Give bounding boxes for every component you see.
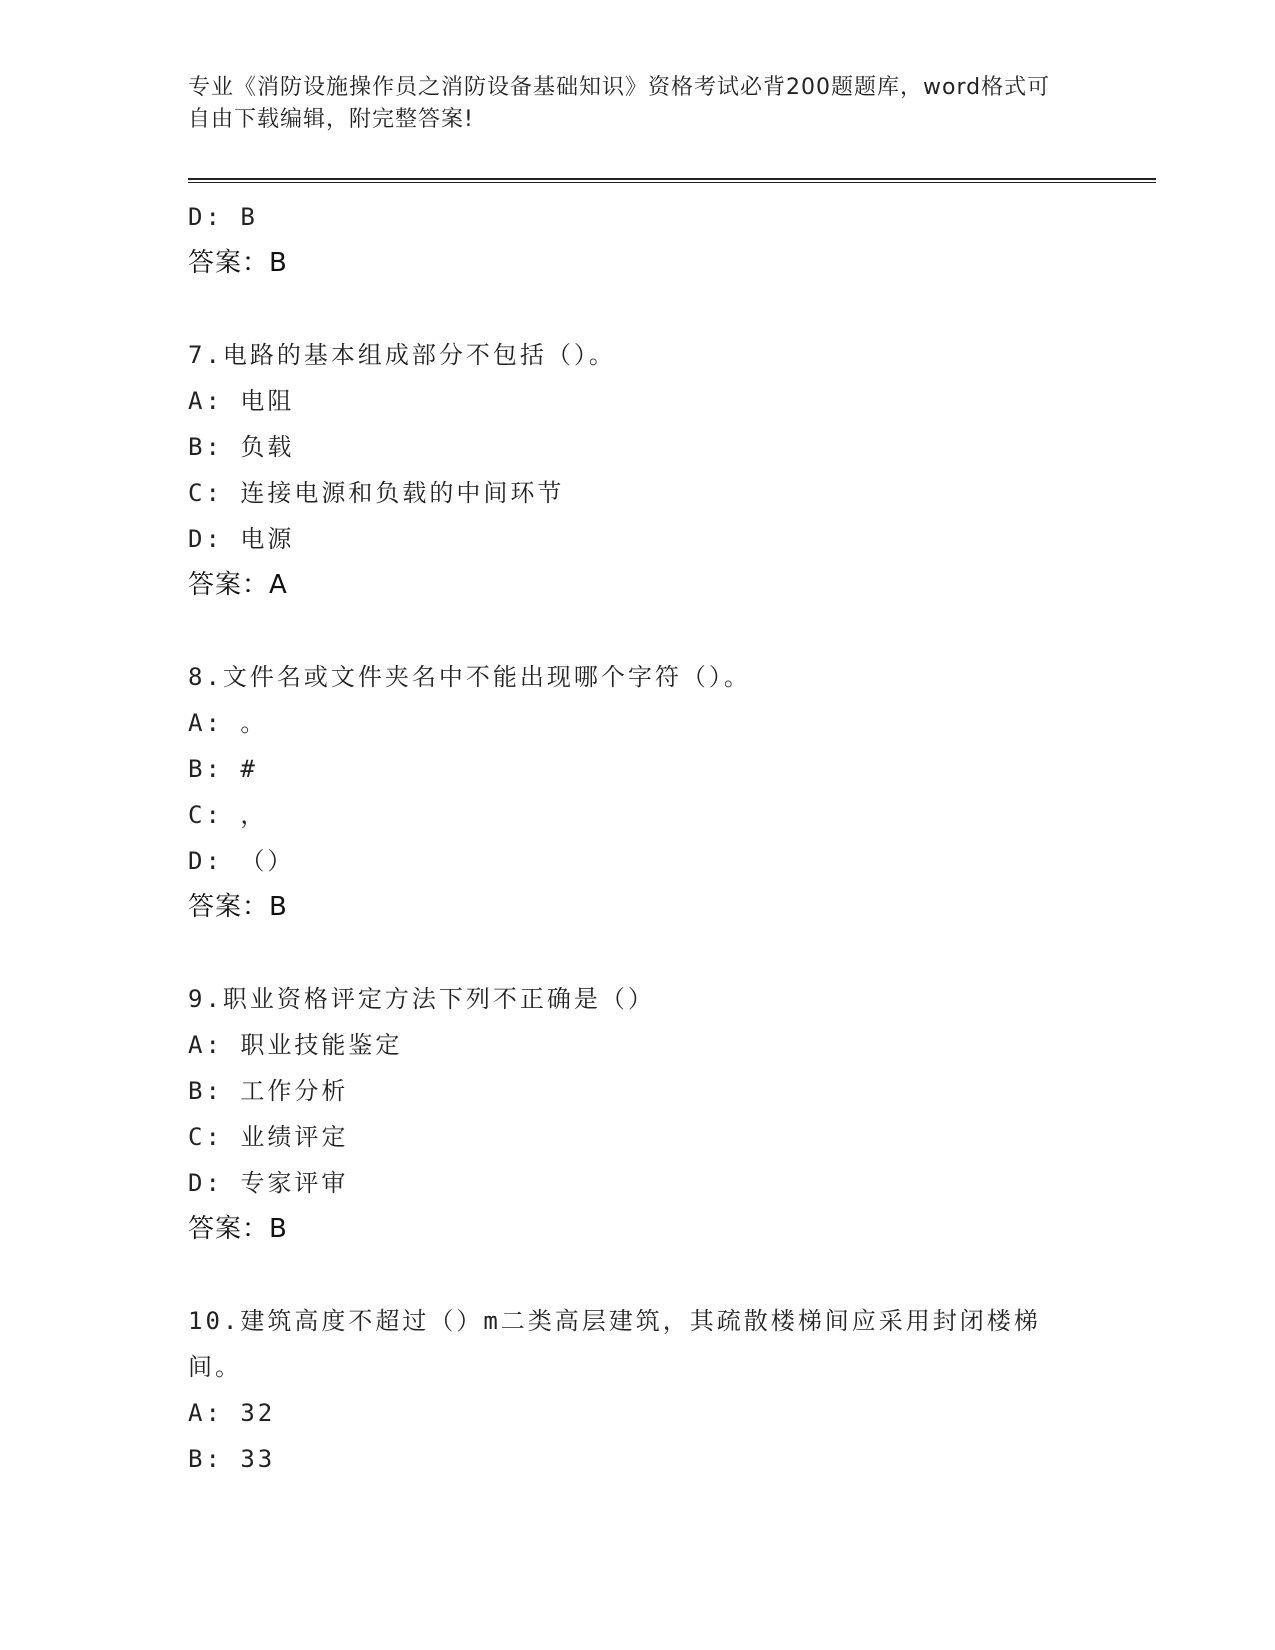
option-b: B: #	[188, 755, 258, 783]
document-header: 专业《消防设施操作员之消防设备基础知识》资格考试必背200题题库，word格式可自由下载编辑，附完整答案!	[188, 75, 1051, 132]
option-b: B: 负载	[188, 433, 295, 461]
option-d: D: 专家评审	[188, 1169, 349, 1197]
option-c: C: 业绩评定	[188, 1123, 349, 1151]
question-9	[188, 976, 1088, 1252]
option-d: D: （）	[188, 847, 295, 875]
question-text: 9.职业资格评定方法下列不正确是（）	[188, 985, 655, 1013]
option-a: A: 电阻	[188, 387, 295, 415]
question-10	[188, 1298, 1088, 1482]
option-a: A: 32	[188, 1399, 276, 1427]
header-rule-thick	[188, 178, 1156, 180]
answer-line: 答案：B	[188, 1214, 288, 1244]
option-a: A: 。	[188, 709, 268, 737]
answer-line: 答案：B	[188, 892, 288, 922]
option-d: D: B	[188, 203, 258, 231]
option-c: C: 连接电源和负载的中间环节	[188, 479, 565, 507]
answer-line: 答案：A	[188, 570, 288, 600]
question-text: 8.文件名或文件夹名中不能出现哪个字符（）。	[188, 663, 751, 691]
header-rule-thin	[188, 182, 1156, 183]
question-text: 7.电路的基本组成部分不包括（）。	[188, 341, 616, 369]
answer-line: 答案：B	[188, 248, 288, 278]
option-c: C: ，	[188, 801, 268, 829]
option-b: B: 33	[188, 1445, 276, 1473]
option-d: D: 电源	[188, 525, 295, 553]
previous-question-tail	[188, 194, 1088, 286]
option-a: A: 职业技能鉴定	[188, 1031, 403, 1059]
question-8	[188, 654, 1088, 930]
question-text: 10.建筑高度不超过（）m二类高层建筑，其疏散楼梯间应采用封闭楼梯间。	[188, 1307, 1041, 1381]
question-7	[188, 332, 1088, 608]
option-b: B: 工作分析	[188, 1077, 349, 1105]
question-list	[188, 194, 1088, 1482]
